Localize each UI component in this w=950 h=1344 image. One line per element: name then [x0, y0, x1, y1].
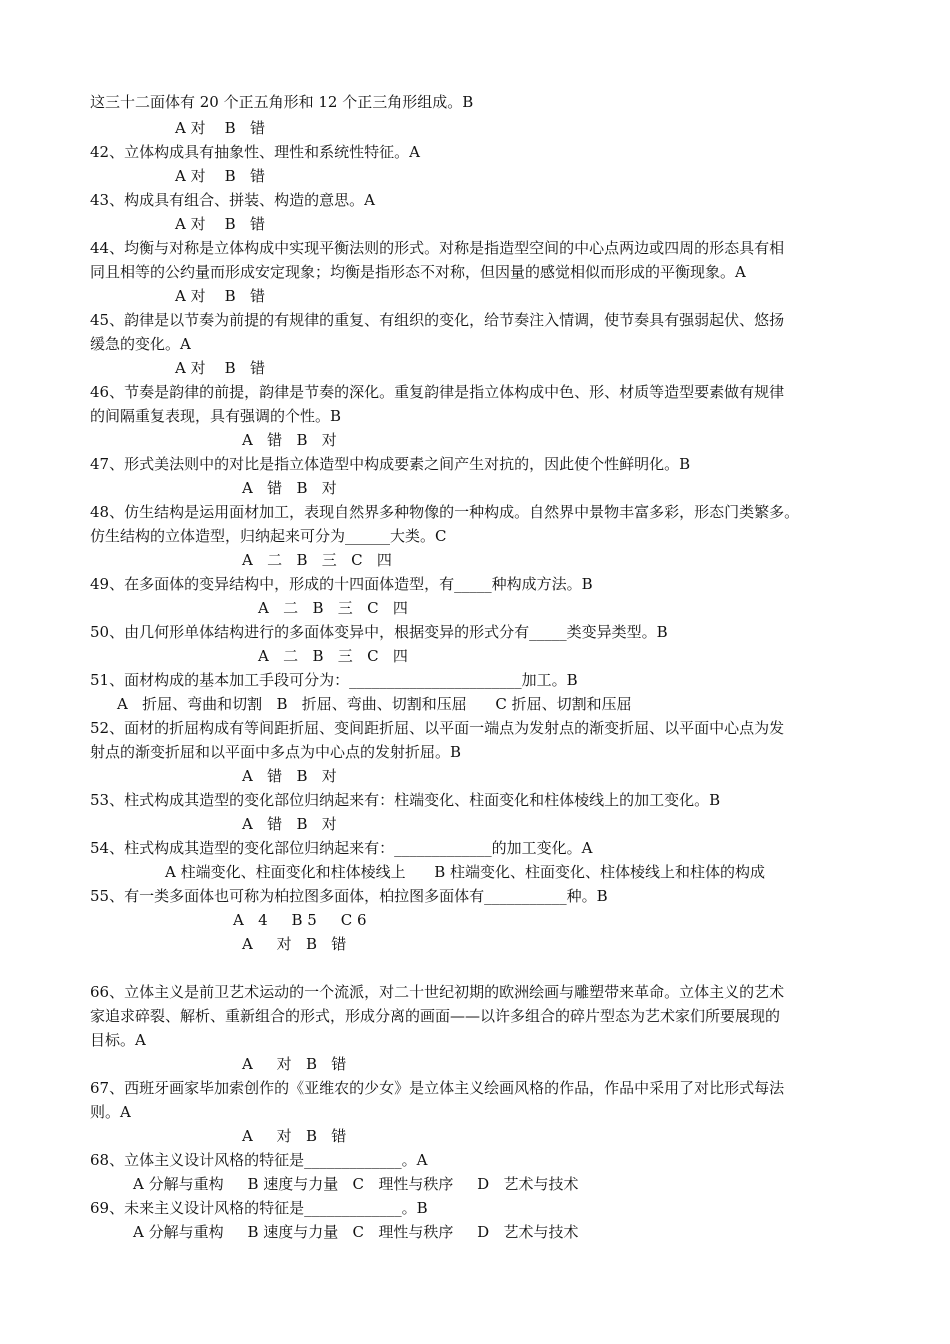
question-52: 52、面材的折屈构成有等间距折屈、变间距折屈、以平面一端点为发射点的渐变折屈、以平面中心点为发 — [90, 719, 785, 737]
answer-options: A 分解与重构 B 速度与力量 C 理性与秩序 D 艺术与技术 — [133, 1175, 579, 1193]
question-49: 49、在多面体的变异结构中，形成的十四面体造型，有_____种构成方法。B — [90, 575, 593, 593]
answer-options: A 二 B 三 C 四 — [258, 647, 408, 665]
answer-options: A 错 B 对 — [242, 479, 337, 497]
question-51: 51、面材构成的基本加工手段可分为：_______________________加工。B — [90, 671, 578, 689]
answer-options: A 折屈、弯曲和切割 B 折屈、弯曲、切割和压屈 C 折屈、切割和压屈 — [117, 695, 632, 713]
question-55: 55、有一类多面体也可称为柏拉图多面体，柏拉图多面体有___________种。B — [90, 887, 608, 905]
text-line: 这三十二面体有 20 个正五角形和 12 个正三角形组成。B — [90, 93, 474, 111]
answer-options: A 错 B 对 — [242, 767, 337, 785]
question-43: 43、构成具有组合、拼装、构造的意思。A — [90, 191, 375, 209]
question-68: 68、立体主义设计风格的特征是_____________。A — [90, 1151, 428, 1169]
answer-options: A 对 B 错 — [175, 167, 266, 185]
answer-options: A 错 B 对 — [242, 431, 337, 449]
answer-options: A 对 B 错 — [175, 215, 266, 233]
question-66-cont: 目标。A — [90, 1031, 146, 1049]
answer-options: A 对 B 错 — [242, 935, 347, 953]
question-52-cont: 射点的渐变折屈和以平面中多点为中心点的发射折屈。B — [90, 743, 462, 761]
question-48: 48、仿生结构是运用面材加工，表现自然界多种物像的一种构成。自然界中景物丰富多彩，形态门类繁多。 — [90, 503, 800, 521]
answer-options: A 对 B 错 — [242, 1055, 347, 1073]
question-50: 50、由几何形单体结构进行的多面体变异中，根据变异的形式分有_____类变异类型。B — [90, 623, 668, 641]
answer-options: A 二 B 三 C 四 — [242, 551, 392, 569]
answer-options: A 4 B 5 C 6 — [233, 911, 367, 929]
question-46-cont: 的间隔重复表现，具有强调的个性。B — [90, 407, 342, 425]
answer-options: A 对 B 错 — [242, 1127, 347, 1145]
answer-options: A 对 B 错 — [175, 119, 266, 137]
question-69: 69、未来主义设计风格的特征是_____________。B — [90, 1199, 428, 1217]
question-53: 53、柱式构成其造型的变化部位归纳起来有：柱端变化、柱面变化和柱体棱线上的加工变化。B — [90, 791, 721, 809]
question-66: 66、立体主义是前卫艺术运动的一个流派，对二十世纪初期的欧洲绘画与雕塑带来革命。立体主义的艺术 — [90, 983, 785, 1001]
answer-options: A 对 B 错 — [175, 287, 266, 305]
question-42: 42、立体构成具有抽象性、理性和系统性特征。A — [90, 143, 420, 161]
question-45: 45、韵律是以节奏为前提的有规律的重复、有组织的变化，给节奏注入情调，使节奏具有强弱起伏、悠扬 — [90, 311, 785, 329]
question-48-cont: 仿生结构的立体造型，归纳起来可分为______大类。C — [90, 527, 447, 545]
question-44-cont: 同且相等的公约量而形成安定现象；均衡是指形态不对称，但因量的感觉相似而形成的平衡现象。A — [90, 263, 746, 281]
answer-options: A 柱端变化、柱面变化和柱体棱线上 B 柱端变化、柱面变化、柱体棱线上和柱体的构成 — [165, 863, 766, 881]
question-46: 46、节奏是韵律的前提，韵律是节奏的深化。重复韵律是指立体构成中色、形、材质等造型要素做有规律 — [90, 383, 785, 401]
question-45-cont: 缓急的变化。A — [90, 335, 191, 353]
answer-options: A 对 B 错 — [175, 359, 266, 377]
question-47: 47、形式美法则中的对比是指立体造型中构成要素之间产生对抗的，因此使个性鲜明化。B — [90, 455, 691, 473]
question-67-cont: 则。A — [90, 1103, 131, 1121]
question-44: 44、均衡与对称是立体构成中实现平衡法则的形式。对称是指造型空间的中心点两边或四周的形态具有相 — [90, 239, 785, 257]
answer-options: A 错 B 对 — [242, 815, 337, 833]
question-66-cont: 家追求碎裂、解析、重新组合的形式，形成分离的画面——以许多组合的碎片型态为艺术家们所要展现的 — [90, 1007, 781, 1025]
answer-options: A 分解与重构 B 速度与力量 C 理性与秩序 D 艺术与技术 — [133, 1223, 579, 1241]
question-67: 67、西班牙画家毕加索创作的《亚维农的少女》是立体主义绘画风格的作品，作品中采用了对比形式每法 — [90, 1079, 785, 1097]
answer-options: A 二 B 三 C 四 — [258, 599, 408, 617]
question-54: 54、柱式构成其造型的变化部位归纳起来有：_____________的加工变化。A — [90, 839, 593, 857]
